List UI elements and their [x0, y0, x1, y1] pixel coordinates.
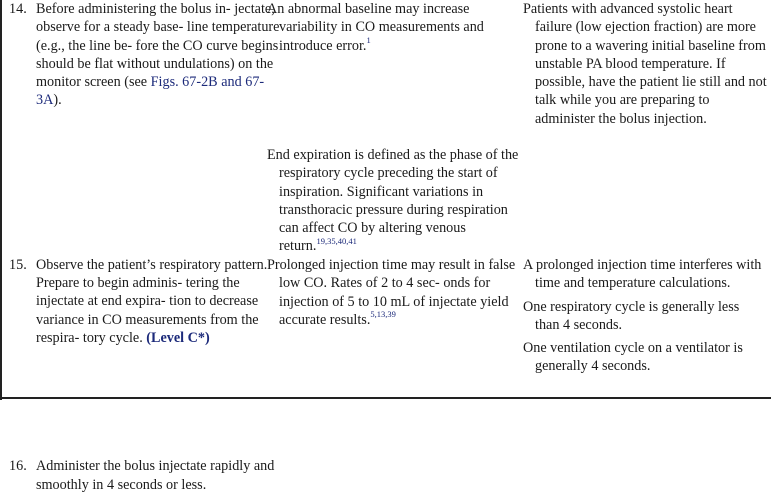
step-number: 15.	[9, 256, 27, 273]
step-number: 14.	[9, 1, 27, 17]
step-16-rationale: Prolonged injection time may result in false low CO. Rates of 2 to 4 sec- onds for injection of 5 to 10 mL of injectate yield accurate results.$^{5,13,39}$	[267, 257, 516, 328]
table-left-rule	[0, 0, 2, 400]
reference-link[interactable]: 1	[366, 34, 371, 45]
step-14-rationale: An abnormal baseline may increase variability in CO measurements and introduce error.$^1$	[267, 1, 484, 54]
figure-link[interactable]: Figs. 67-2B and 67-3A	[36, 74, 265, 109]
reference-link[interactable]: 19,35,40,41	[316, 235, 357, 246]
reference-link[interactable]: 5,13,39	[370, 309, 396, 320]
evidence-level-link[interactable]: (Level C*)	[146, 329, 210, 346]
step-number: 16.	[9, 458, 27, 475]
step-15-text: Observe the patient’s respiratory pattern. Prepare to begin adminis- tering the injectate at end expira- tion to decrease variance in CO measurements from the respira- tory cycle. (Level C*)	[36, 256, 268, 346]
step-15-rationale: End expiration is defined as the phase of the respiratory cycle preceding the start of inspiration. Significant variations in transthoracic pressure during respiration can affect CO by altering venous return.$^{19,35,40,41}$	[267, 147, 519, 255]
table-bottom-rule	[0, 397, 771, 399]
step-14-action	[9, 0, 280, 110]
consideration-item: Patients with advanced systolic heart failure (low ejection fraction) are more prone to a wavering initial baseline from unstable PA blood temperature. If possible, have the patient lie still and not talk while you are preparing to administer the bolus injection.	[523, 1, 767, 127]
step-16-text: Administer the bolus injectate rapidly and smoothly in 4 seconds or less.	[36, 458, 275, 493]
step-15-action	[9, 256, 280, 347]
consideration-item: One respiratory cycle is generally less than 4 seconds.	[523, 298, 740, 333]
step-16-action	[9, 457, 280, 494]
step-14-considerations	[523, 0, 767, 128]
consideration-item: A prolonged injection time interferes with time and temperature calculations.	[523, 257, 762, 292]
consideration-item: One ventilation cycle on a ventilator is generally 4 seconds.	[523, 340, 743, 375]
step-16-considerations	[523, 256, 767, 376]
step-14-text: Before administering the bolus in- jectate, observe for a steady base- line temperature (e.g., the line be- fore the CO curve begins should be flat without undulations) on the monitor screen (see Figs. 67-2B and 67-3A).	[36, 1, 280, 109]
